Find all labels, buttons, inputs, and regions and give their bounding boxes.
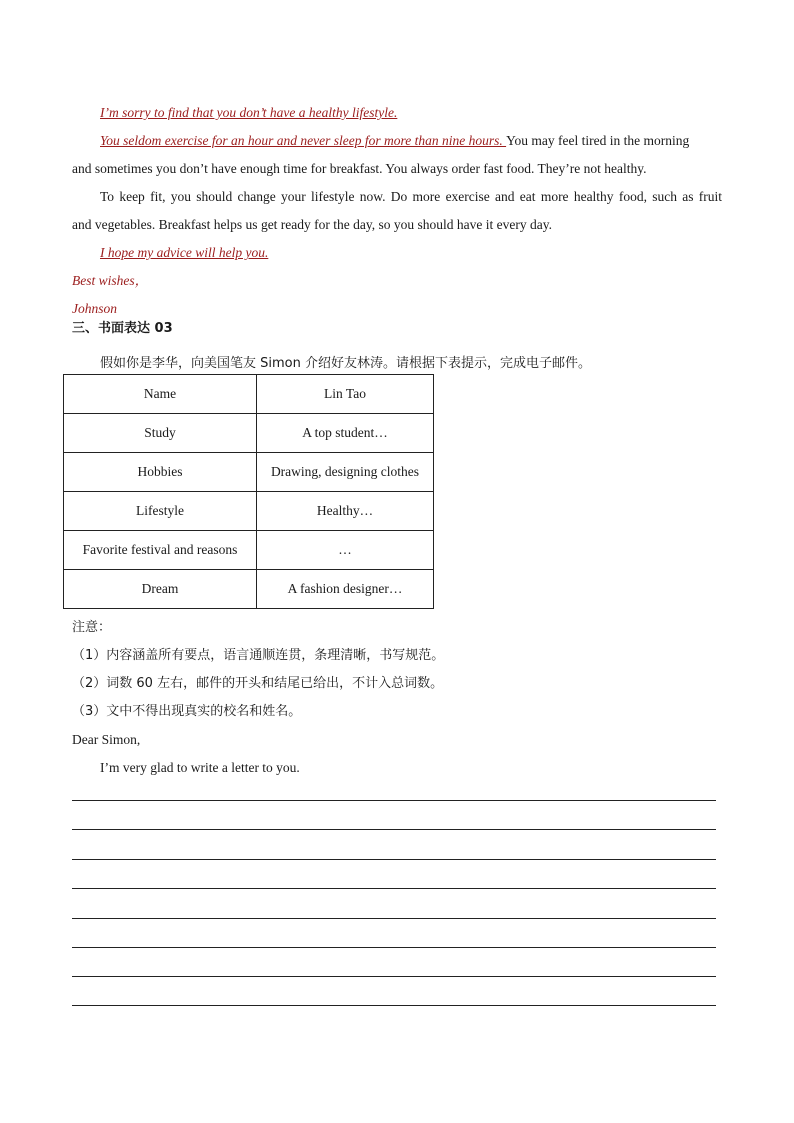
writing-line[interactable]: [72, 947, 716, 948]
table-row: [64, 492, 434, 531]
notes-heading: 注意：: [72, 620, 112, 635]
email-greeting: Dear Simon,: [72, 732, 141, 747]
table-row: [64, 375, 434, 414]
info-table: [63, 374, 434, 609]
note-1: （1）内容涵盖所有要点，语言通顺连贯，条理清晰，书写规范。: [72, 648, 445, 663]
writing-line[interactable]: [72, 859, 716, 860]
letter-line-2-rest: You may feel tired in the morning: [506, 133, 690, 148]
table-cell-value: A fashion designer…: [257, 570, 434, 609]
table-row: [64, 570, 434, 609]
table-cell-value: Lin Tao: [257, 375, 434, 414]
table-cell-value: Healthy…: [257, 492, 434, 531]
writing-line[interactable]: [72, 976, 716, 977]
table-cell-label: Lifestyle: [64, 492, 257, 531]
writing-line[interactable]: [72, 829, 716, 830]
section-prompt: 假如你是李华，向美国笔友 Simon 介绍好友林涛。请根据下表提示，完成电子邮件。: [100, 356, 591, 371]
letter-signature: Johnson: [72, 301, 117, 316]
table-cell-value: A top student…: [257, 414, 434, 453]
letter-line-2-highlight: You seldom exercise for an hour and never sleep for more than nine hours.: [100, 133, 507, 148]
table-cell-label: Name: [64, 375, 257, 414]
writing-line[interactable]: [72, 918, 716, 919]
table-row: [64, 414, 434, 453]
table-cell-value: …: [257, 531, 434, 570]
letter-line-2: [100, 132, 722, 150]
letter-line-6: I hope my advice will help you.: [100, 245, 269, 260]
table-cell-label: Dream: [64, 570, 257, 609]
writing-line[interactable]: [72, 888, 716, 889]
section-title: 三、书面表达 03: [72, 321, 173, 336]
writing-line[interactable]: [72, 1005, 716, 1006]
table-row: [64, 531, 434, 570]
writing-line[interactable]: [72, 800, 716, 801]
note-3: （3）文中不得出现真实的校名和姓名。: [72, 704, 302, 719]
letter-line-5: and vegetables. Breakfast helps us get ready for the day, so you should have it every day.: [72, 217, 552, 232]
letter-line-3: and sometimes you don’t have enough time for breakfast. You always order fast food. They’re not healthy.: [72, 161, 647, 176]
table-cell-value: Drawing, designing clothes: [257, 453, 434, 492]
table-row: [64, 453, 434, 492]
letter-closing: Best wishes，: [72, 273, 149, 288]
email-opening: I’m very glad to write a letter to you.: [100, 760, 300, 775]
table-cell-label: Favorite festival and reasons: [64, 531, 257, 570]
note-2: （2）词数 60 左右，邮件的开头和结尾已给出，不计入总词数。: [72, 676, 444, 691]
table-cell-label: Study: [64, 414, 257, 453]
letter-line-4: To keep fit, you should change your lifestyle now. Do more exercise and eat more healthy food, such as fruit: [100, 189, 722, 204]
table-cell-label: Hobbies: [64, 453, 257, 492]
letter-line-1: I’m sorry to find that you don’t have a healthy lifestyle.: [100, 105, 398, 120]
